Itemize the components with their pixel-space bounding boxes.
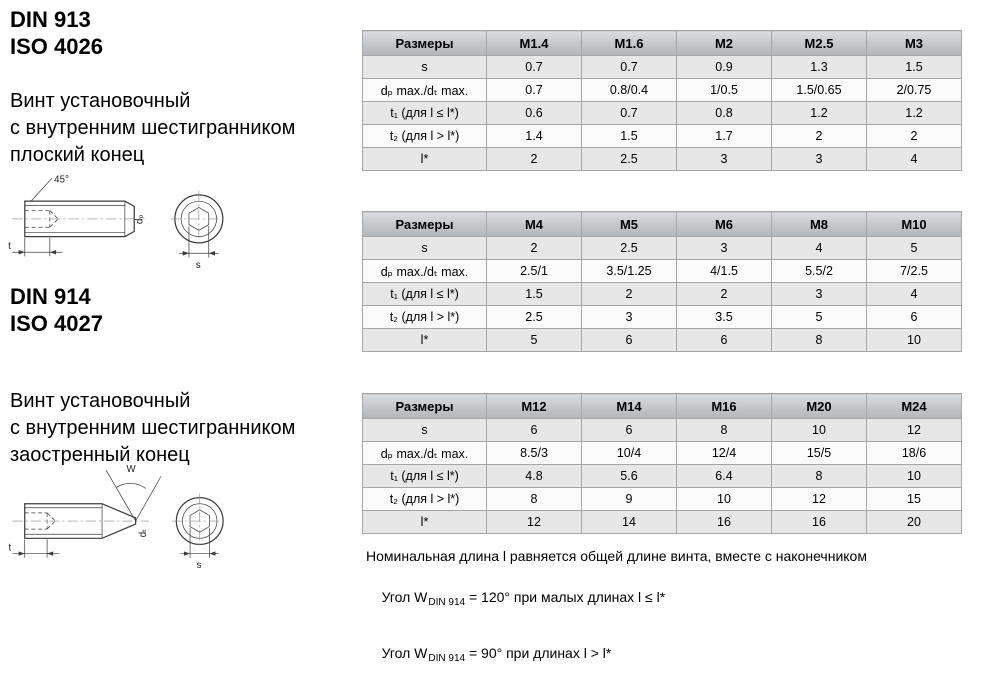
table-row <box>363 306 962 329</box>
note-angle-90 <box>366 629 867 680</box>
value-cell: 5 <box>867 237 962 260</box>
value-cell: 20 <box>867 511 962 534</box>
value-cell: 2 <box>677 283 772 306</box>
size-column-header: M4 <box>487 212 582 237</box>
drawing-din914-cone-point <box>6 462 251 579</box>
socket-depth-label: t <box>8 542 12 554</box>
row-label: dₚ max./dₜ max. <box>363 260 487 283</box>
table-row <box>363 79 962 102</box>
value-cell: 10 <box>867 329 962 352</box>
value-cell: 15 <box>867 488 962 511</box>
cone-angle-label: W <box>126 464 136 476</box>
size-column-header: M6 <box>677 212 772 237</box>
value-cell: 14 <box>582 511 677 534</box>
chamfer-angle-label: 45° <box>53 174 69 186</box>
value-cell: 10 <box>867 465 962 488</box>
value-cell: 3 <box>677 237 772 260</box>
value-cell: 8 <box>772 465 867 488</box>
value-cell: 12 <box>487 511 582 534</box>
value-cell: 5.5/2 <box>772 260 867 283</box>
value-cell: 0.7 <box>487 56 582 79</box>
size-column-header: M8 <box>772 212 867 237</box>
value-cell: 5 <box>772 306 867 329</box>
value-cell: 12 <box>867 419 962 442</box>
value-cell: 3.5 <box>677 306 772 329</box>
size-column-header: M5 <box>582 212 677 237</box>
table-row <box>363 148 962 171</box>
value-cell: 3 <box>582 306 677 329</box>
description-line: плоский конец <box>10 144 145 166</box>
value-cell: 6.4 <box>677 465 772 488</box>
value-cell: 2 <box>582 283 677 306</box>
value-cell: 2 <box>487 237 582 260</box>
drawing-din913-flat-point <box>6 172 251 271</box>
value-cell: 12 <box>772 488 867 511</box>
row-label: t₁ (для l ≤ l*) <box>363 283 487 306</box>
table-row <box>363 511 962 534</box>
value-cell: 1.5/0.65 <box>772 79 867 102</box>
value-cell: 6 <box>582 419 677 442</box>
value-cell: 8 <box>677 419 772 442</box>
value-cell: 6 <box>582 329 677 352</box>
socket-depth-label: t <box>8 241 11 253</box>
note-text: Угол W <box>381 589 428 605</box>
description-line: заостренный конец <box>10 444 190 466</box>
value-cell: 4/1.5 <box>677 260 772 283</box>
spec-table-m4-m10 <box>362 211 962 352</box>
value-cell: 2.5 <box>487 306 582 329</box>
table-row <box>363 237 962 260</box>
row-label: s <box>363 56 487 79</box>
value-cell: 16 <box>772 511 867 534</box>
value-cell: 1.3 <box>772 56 867 79</box>
description-line: Винт установочный <box>10 90 191 112</box>
value-cell: 6 <box>867 306 962 329</box>
size-column-header: M16 <box>677 394 772 419</box>
standard-title-din913 <box>10 6 103 60</box>
din914-number: DIN 914 <box>10 284 91 309</box>
value-cell: 16 <box>677 511 772 534</box>
size-column-header: M12 <box>487 394 582 419</box>
note-angle-120 <box>366 573 867 624</box>
table-header-row <box>363 31 962 56</box>
table-header-row <box>363 212 962 237</box>
note-text: = 90° при длинах l > l* <box>465 645 612 661</box>
table-row <box>363 442 962 465</box>
value-cell: 18/6 <box>867 442 962 465</box>
row-label: t₂ (для l > l*) <box>363 306 487 329</box>
value-cell: 9 <box>582 488 677 511</box>
spec-table-m12-m24 <box>362 393 962 534</box>
size-column-header: M3 <box>867 31 962 56</box>
row-label: t₂ (для l > l*) <box>363 125 487 148</box>
value-cell: 3 <box>772 283 867 306</box>
value-cell: 5 <box>487 329 582 352</box>
table-row <box>363 283 962 306</box>
row-label: t₂ (для l > l*) <box>363 488 487 511</box>
value-cell: 6 <box>487 419 582 442</box>
value-cell: 7/2.5 <box>867 260 962 283</box>
value-cell: 2 <box>867 125 962 148</box>
value-cell: 1/0.5 <box>677 79 772 102</box>
spec-table-m1_4-m3 <box>362 30 962 171</box>
table-row <box>363 125 962 148</box>
tip-diameter-label: dₜ <box>137 529 149 538</box>
value-cell: 1.4 <box>487 125 582 148</box>
flat-diameter-label: dₚ <box>134 214 146 225</box>
note-text: = 120° при малых длинах l ≤ l* <box>465 589 666 605</box>
value-cell: 0.8/0.4 <box>582 79 677 102</box>
table-row <box>363 329 962 352</box>
description-line: с внутренним шестигранником <box>10 417 296 439</box>
value-cell: 8 <box>487 488 582 511</box>
din913-number: DIN 913 <box>10 7 91 32</box>
size-column-header: M14 <box>582 394 677 419</box>
iso4027-number: ISO 4027 <box>10 311 103 336</box>
table-row <box>363 488 962 511</box>
value-cell: 2.5 <box>582 148 677 171</box>
note-nominal-length: Номинальная длина l равняется общей длине винта, вместе с наконечником <box>366 548 867 564</box>
table-row <box>363 260 962 283</box>
table-row <box>363 102 962 125</box>
value-cell: 0.8 <box>677 102 772 125</box>
row-label: s <box>363 237 487 260</box>
value-cell: 1.7 <box>677 125 772 148</box>
value-cell: 2/0.75 <box>867 79 962 102</box>
value-cell: 8 <box>772 329 867 352</box>
standard-title-din914 <box>10 283 103 337</box>
table-header-row <box>363 394 962 419</box>
value-cell: 1.2 <box>867 102 962 125</box>
value-cell: 3 <box>772 148 867 171</box>
row-label: dₚ max./dₜ max. <box>363 79 487 102</box>
row-label: dₚ max./dₜ max. <box>363 442 487 465</box>
table-row <box>363 465 962 488</box>
row-label: t₁ (для l ≤ l*) <box>363 102 487 125</box>
value-cell: 10 <box>677 488 772 511</box>
row-label: l* <box>363 148 487 171</box>
size-column-header: M2 <box>677 31 772 56</box>
hex-size-label: s <box>195 259 201 271</box>
note-subscript: DIN 914 <box>428 597 466 608</box>
value-cell: 2 <box>487 148 582 171</box>
row-label: s <box>363 419 487 442</box>
size-column-header: M10 <box>867 212 962 237</box>
value-cell: 1.2 <box>772 102 867 125</box>
value-cell: 2.5/1 <box>487 260 582 283</box>
description-line: Винт установочный <box>10 390 191 412</box>
value-cell: 4 <box>772 237 867 260</box>
value-cell: 15/5 <box>772 442 867 465</box>
hex-size-label: s <box>196 559 202 571</box>
row-label: l* <box>363 329 487 352</box>
sizes-header-cell: Размеры <box>363 212 487 237</box>
value-cell: 3 <box>677 148 772 171</box>
size-column-header: M20 <box>772 394 867 419</box>
value-cell: 1.5 <box>487 283 582 306</box>
value-cell: 1.5 <box>582 125 677 148</box>
table-row <box>363 56 962 79</box>
value-cell: 0.7 <box>487 79 582 102</box>
size-column-header: M2.5 <box>772 31 867 56</box>
value-cell: 2 <box>772 125 867 148</box>
size-column-header: M1.4 <box>487 31 582 56</box>
value-cell: 4 <box>867 148 962 171</box>
value-cell: 1.5 <box>867 56 962 79</box>
value-cell: 2.5 <box>582 237 677 260</box>
value-cell: 0.9 <box>677 56 772 79</box>
size-column-header: M1.6 <box>582 31 677 56</box>
value-cell: 4 <box>867 283 962 306</box>
table-row <box>363 419 962 442</box>
size-column-header: M24 <box>867 394 962 419</box>
row-label: t₁ (для l ≤ l*) <box>363 465 487 488</box>
value-cell: 0.7 <box>582 56 677 79</box>
iso4026-number: ISO 4026 <box>10 34 103 59</box>
note-text: Угол W <box>381 645 428 661</box>
value-cell: 6 <box>677 329 772 352</box>
value-cell: 12/4 <box>677 442 772 465</box>
value-cell: 3.5/1.25 <box>582 260 677 283</box>
footnotes <box>366 548 867 689</box>
row-label: l* <box>363 511 487 534</box>
sizes-header-cell: Размеры <box>363 394 487 419</box>
description-line: с внутренним шестигранником <box>10 117 296 139</box>
note-subscript: DIN 914 <box>428 653 466 664</box>
value-cell: 10 <box>772 419 867 442</box>
value-cell: 0.7 <box>582 102 677 125</box>
description-din914 <box>10 388 295 469</box>
value-cell: 0.6 <box>487 102 582 125</box>
value-cell: 4.8 <box>487 465 582 488</box>
sizes-header-cell: Размеры <box>363 31 487 56</box>
description-din913 <box>10 88 295 169</box>
value-cell: 8.5/3 <box>487 442 582 465</box>
value-cell: 10/4 <box>582 442 677 465</box>
value-cell: 5.6 <box>582 465 677 488</box>
